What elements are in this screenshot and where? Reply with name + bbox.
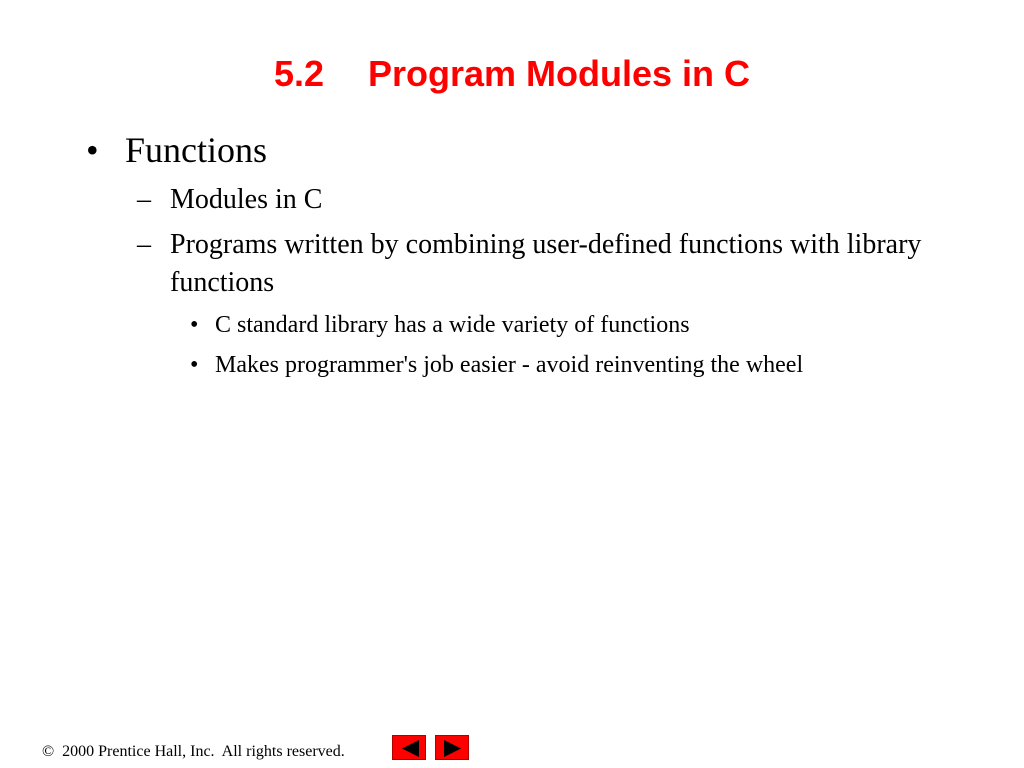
sub-bullet-text: Modules in C [170, 184, 323, 215]
copyright-footer [42, 741, 345, 763]
section-number: 5.2 [273, 53, 324, 94]
dash-marker: – [137, 184, 151, 215]
slide-title [0, 50, 1024, 98]
sub-sub-bullet-text: C standard library has a wide variety of functions [215, 312, 690, 338]
sub-bullet-programs [137, 226, 937, 302]
bullet-dot: • [190, 312, 199, 338]
bullet-dot: • [190, 352, 199, 378]
sub-sub-bullet-easier [190, 350, 803, 380]
sub-sub-bullet-text: Makes programmer's job easier - avoid reinventing the wheel [215, 352, 804, 378]
copyright-text: 2000 Prentice Hall, Inc. All rights reserved. [62, 743, 345, 760]
right-triangle-icon [436, 736, 470, 761]
previous-slide-button[interactable] [392, 735, 426, 760]
copyright-symbol: © [42, 743, 55, 760]
sub-bullet-modules [137, 181, 937, 219]
sub-sub-bullet-stdlib [190, 310, 690, 340]
bullet-dot: • [86, 130, 99, 170]
title-text: Program Modules in C [368, 53, 751, 94]
bullet-text: Functions [125, 130, 268, 170]
next-slide-button[interactable] [435, 735, 469, 760]
left-triangle-icon [393, 736, 427, 761]
sub-bullet-text: Programs written by combining user-defined functions with library functions [170, 229, 922, 298]
dash-marker: – [137, 229, 151, 260]
